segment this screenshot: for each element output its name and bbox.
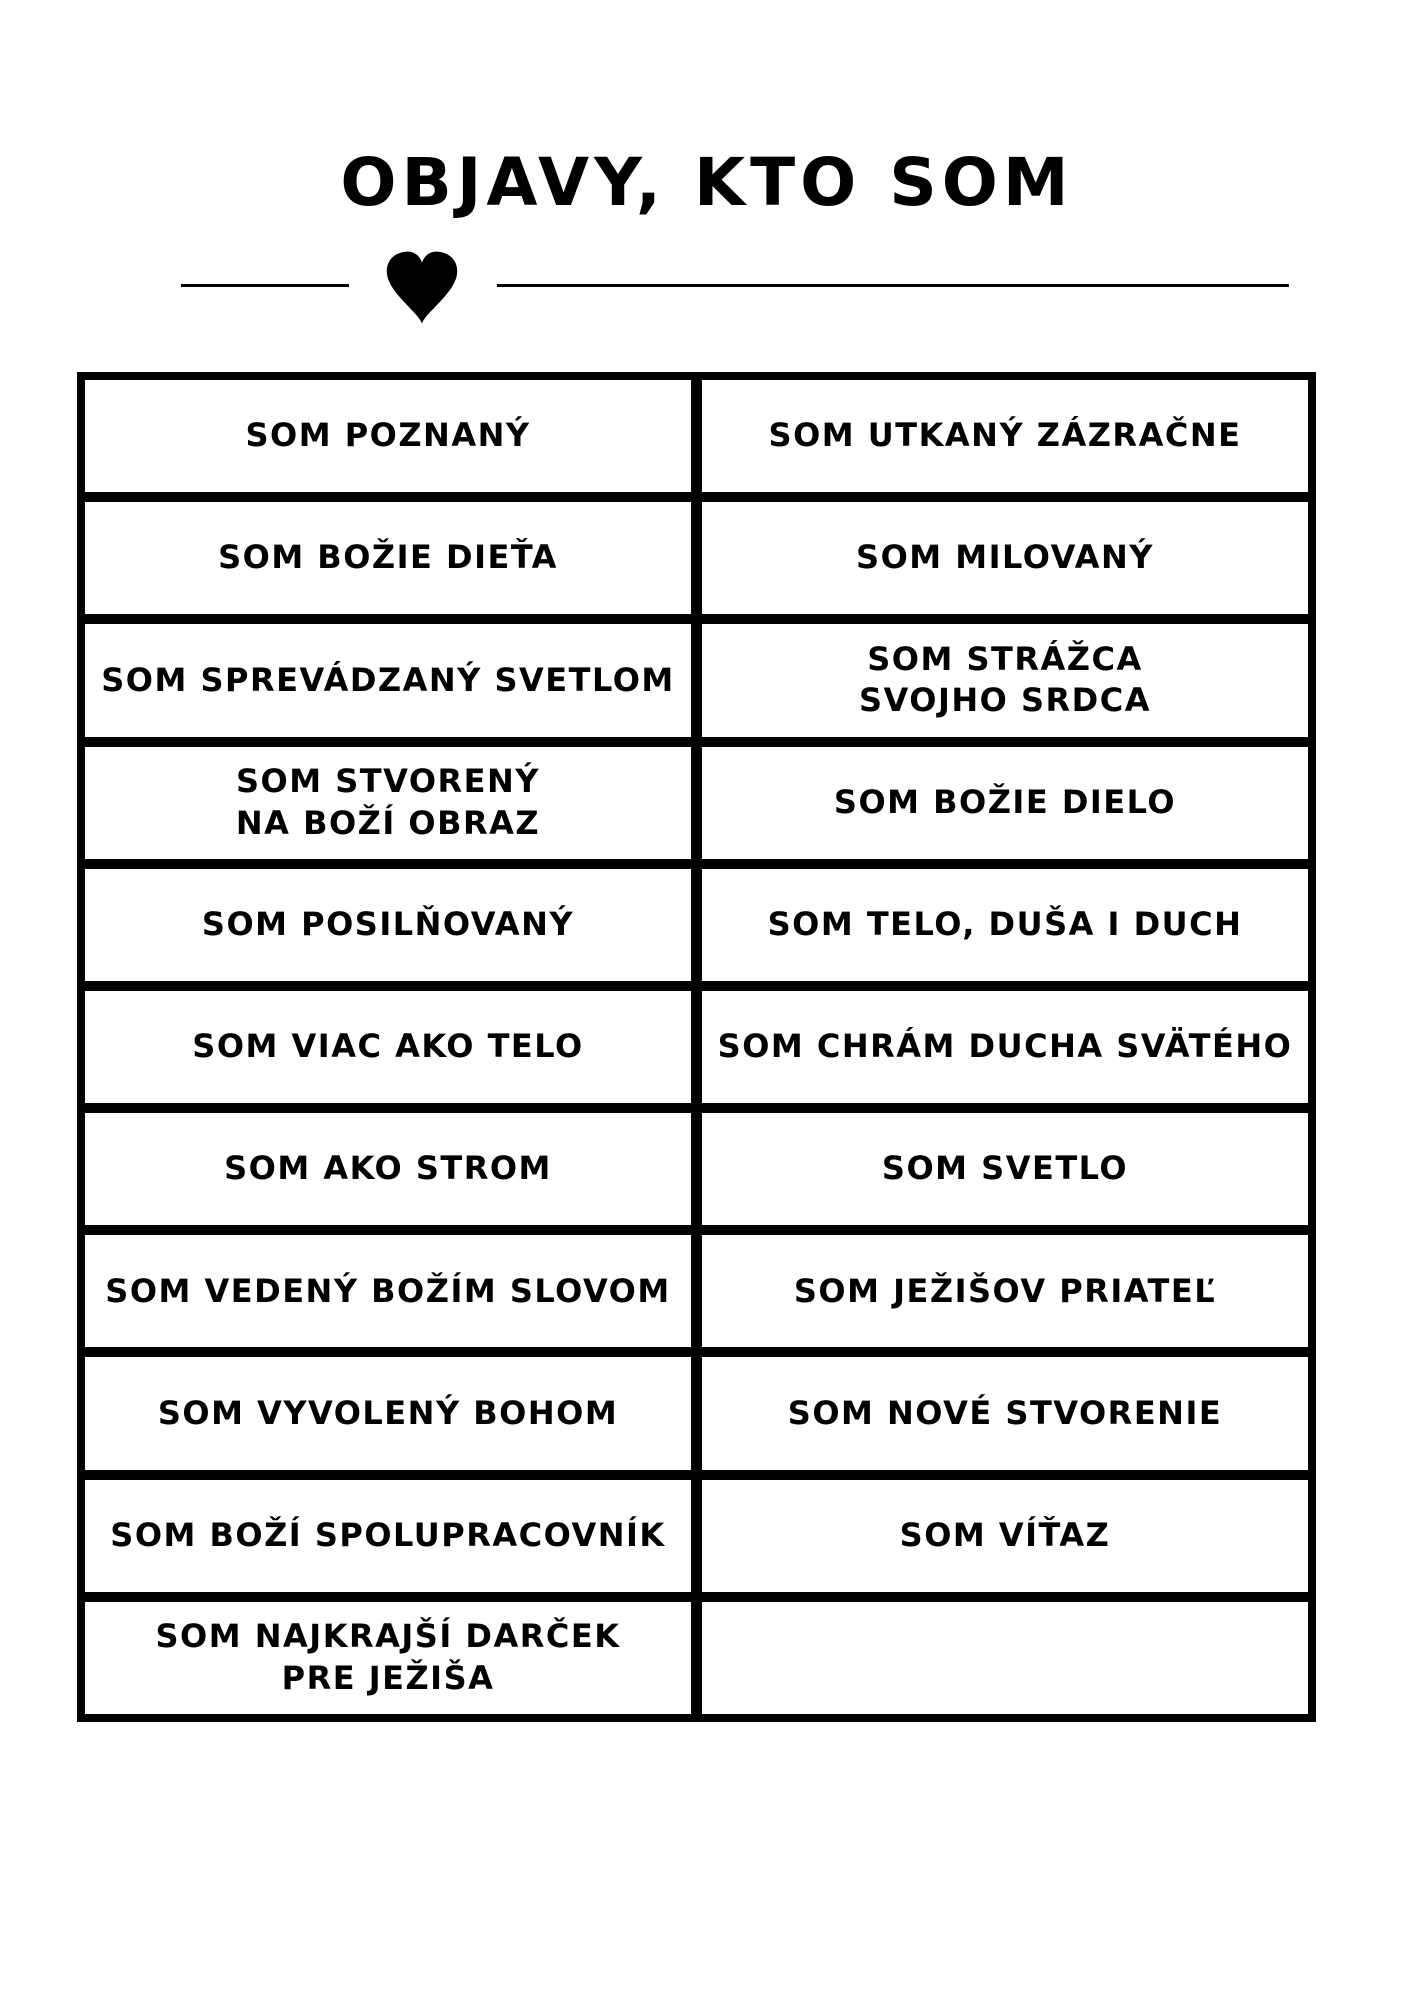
table-cell: SOM STVORENÝ NA BOŽÍ OBRAZ: [85, 747, 691, 859]
table-cell: SOM POSILŇOVANÝ: [85, 869, 691, 981]
page-title: OBJAVY, KTO SOM: [340, 144, 1074, 221]
table-cell: SOM TELO, DUŠA I DUCH: [702, 869, 1308, 981]
table-cell: SOM AKO STROM: [85, 1113, 691, 1225]
table-cell: SOM CHRÁM DUCHA SVÄTÉHO: [702, 991, 1308, 1103]
table-cell: SOM BOŽÍ SPOLUPRACOVNÍK: [85, 1480, 691, 1592]
table-cell: SOM STRÁŽCA SVOJHO SRDCA: [702, 624, 1308, 736]
table-cell: SOM BOŽIE DIEŤA: [85, 502, 691, 614]
table-cell: SOM UTKANÝ ZÁZRAČNE: [702, 380, 1308, 492]
table-cell: SOM NAJKRAJŠÍ DARČEK PRE JEŽIŠA: [85, 1602, 691, 1714]
table-cell: SOM NOVÉ STVORENIE: [702, 1357, 1308, 1469]
heart-icon: [382, 250, 462, 326]
table-cell: SOM POZNANÝ: [85, 380, 691, 492]
table-cell: SOM BOŽIE DIELO: [702, 747, 1308, 859]
table-cell: SOM SPREVÁDZANÝ SVETLOM: [85, 624, 691, 736]
table-cell: SOM JEŽIŠOV PRIATEĽ: [702, 1235, 1308, 1347]
table-cell: SOM VEDENÝ BOŽÍM SLOVOM: [85, 1235, 691, 1347]
table-cell: SOM VYVOLENÝ BOHOM: [85, 1357, 691, 1469]
table-cell: SOM MILOVANÝ: [702, 502, 1308, 614]
affirmation-table: [77, 372, 1316, 1722]
table-cell-empty: [702, 1602, 1308, 1714]
divider-line-right: [497, 284, 1289, 287]
table-cell: SOM VIAC AKO TELO: [85, 991, 691, 1103]
table-cell: SOM SVETLO: [702, 1113, 1308, 1225]
divider-line-left: [181, 284, 349, 287]
table-cell: SOM VÍŤAZ: [702, 1480, 1308, 1592]
